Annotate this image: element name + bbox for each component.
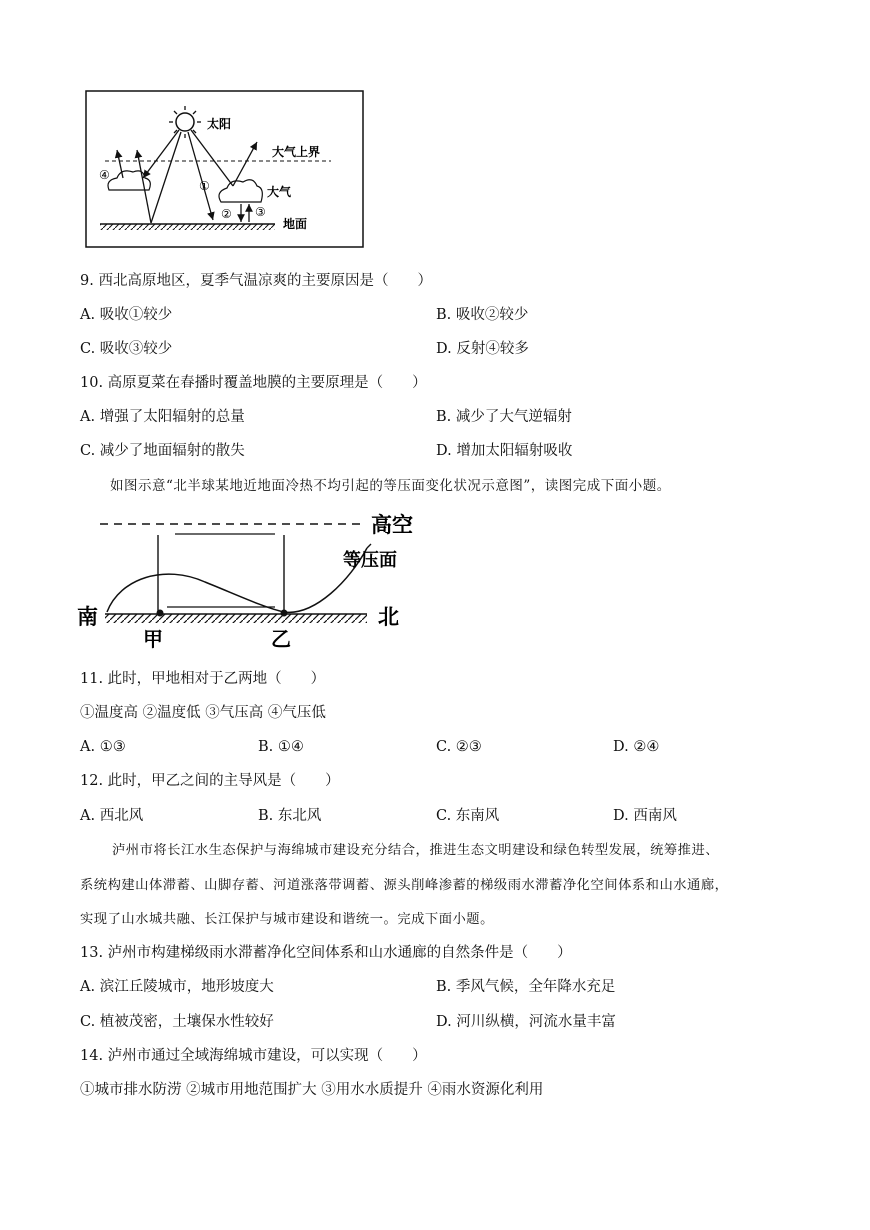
q10-stem: 10. 高原夏菜在春播时覆盖地膜的主要原理是（ ） — [80, 375, 427, 391]
q11-items: ①温度高 ②温度低 ③气压高 ④气压低 — [80, 705, 326, 721]
isobar-diagram — [75, 508, 425, 658]
atmosphere-heating-diagram — [85, 90, 365, 250]
q9-option-c[interactable]: C. 吸收③较少 — [80, 341, 173, 357]
ground-hatch — [100, 224, 275, 230]
marker-2: ② — [221, 207, 232, 221]
marker-3: ③ — [255, 205, 266, 219]
ray-1 — [188, 132, 213, 220]
q10-option-c[interactable]: C. 减少了地面辐射的散失 — [80, 443, 245, 459]
q14-items: ①城市排水防涝 ②城市用地范围扩大 ③用水水质提升 ④雨水资源化利用 — [80, 1082, 544, 1098]
q13-option-d[interactable]: D. 河川纵横，河流水量丰富 — [436, 1014, 616, 1030]
q9-option-b[interactable]: B. 吸收②较少 — [436, 307, 529, 323]
jia-label: 甲 — [143, 627, 163, 651]
q13-option-b[interactable]: B. 季风气候，全年降水充足 — [436, 979, 616, 995]
q13-option-a[interactable]: A. 滨江丘陵城市，地形坡度大 — [80, 979, 274, 995]
q9-option-a[interactable]: A. 吸收①较少 — [80, 307, 173, 323]
q11-stem: 11. 此时，甲地相对于乙两地（ ） — [80, 671, 326, 687]
marker-4: ④ — [99, 168, 110, 182]
q11-option-a[interactable]: A. ①③ — [80, 739, 126, 755]
q12-stem: 12. 此时，甲乙之间的主导风是（ ） — [80, 773, 340, 789]
q12-option-b[interactable]: B. 东北风 — [258, 808, 322, 824]
q13-option-c[interactable]: C. 植被茂密，土壤保水性较好 — [80, 1014, 274, 1030]
q12-option-a[interactable]: A. 西北风 — [80, 808, 144, 824]
isobar-label: 等压面 — [343, 550, 397, 571]
sun-label: 太阳 — [207, 117, 232, 131]
q14-stem: 14. 泸州市通过全域海绵城市建设，可以实现（ ） — [80, 1048, 427, 1064]
q11-option-c[interactable]: C. ②③ — [436, 739, 482, 755]
atmosphere-top-label: 大气上界 — [272, 145, 321, 159]
point-jia — [157, 610, 164, 617]
atmosphere-label: 大气 — [267, 185, 292, 199]
luzhou-intro-line-3: 实现了山水城共融、长江保护与城市建设和谐统一。完成下面小题。 — [80, 912, 494, 927]
q9-option-d[interactable]: D. 反射④较多 — [436, 341, 529, 357]
q9-stem: 9. 西北高原地区，夏季气温凉爽的主要原因是（ ） — [80, 273, 432, 289]
isobar-intro: 如图示意“北半球某地近地面冷热不均引起的等压面变化状况示意图”，读图完成下面小题。 — [110, 478, 671, 494]
q10-option-a[interactable]: A. 增强了太阳辐射的总量 — [80, 409, 245, 425]
north-label: 北 — [378, 605, 399, 629]
q11-option-d[interactable]: D. ②④ — [613, 739, 660, 755]
ray-to-ground-1 — [151, 132, 181, 223]
q12-option-d[interactable]: D. 西南风 — [613, 808, 677, 824]
high-altitude-label: 高空 — [371, 513, 413, 537]
q11-option-b[interactable]: B. ①④ — [258, 739, 304, 755]
ray-to-cloud-right — [191, 130, 233, 186]
ground-hatch-2 — [105, 614, 367, 623]
yi-label: 乙 — [271, 627, 291, 651]
south-label: 南 — [77, 605, 98, 629]
q10-option-b[interactable]: B. 减少了大气逆辐射 — [436, 409, 572, 425]
cloud-right-icon — [219, 180, 262, 202]
q12-option-c[interactable]: C. 东南风 — [436, 808, 500, 824]
isobar-pointer — [367, 544, 371, 548]
q13-stem: 13. 泸州市构建梯级雨水滞蓄净化空间体系和山水通廊的自然条件是（ ） — [80, 945, 572, 961]
luzhou-intro-line-1: 泸州市将长江水生态保护与海绵城市建设充分结合，推进生态文明建设和绿色转型发展，统筹推进、 — [112, 843, 720, 858]
sun-icon — [169, 106, 201, 138]
q10-option-d[interactable]: D. 增加太阳辐射吸收 — [436, 443, 573, 459]
ray-reflect-space — [233, 142, 257, 186]
luzhou-intro-line-2: 系统构建山体滞蓄、山脚存蓄、河道涨落带调蓄、源头削峰渗蓄的梯级雨水滞蓄净化空间体系和山水通廊， — [80, 878, 729, 893]
point-yi — [281, 610, 288, 617]
marker-1: ① — [199, 179, 210, 193]
ground-label: 地面 — [283, 217, 308, 231]
isobar-curve — [107, 548, 367, 612]
